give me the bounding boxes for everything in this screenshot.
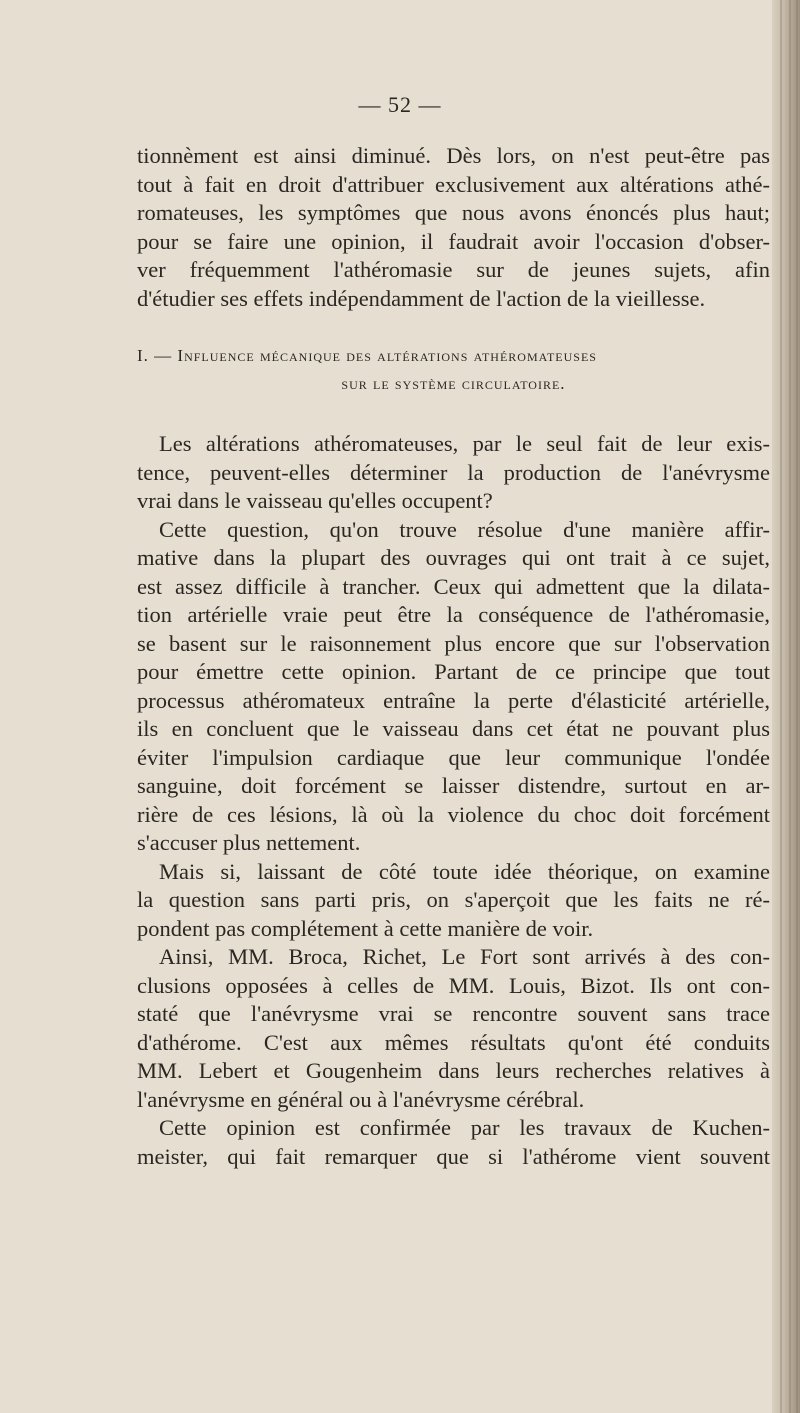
page-edge: [772, 0, 800, 1413]
paragraph-intro: [137, 142, 770, 313]
text-line: tionnèment est ainsi diminué. Dès lors, on n'est peut-être pas: [137, 143, 770, 168]
text-line: staté que l'anévrysme vrai se rencontre souvent sans trace: [137, 1001, 770, 1026]
text-line: meister, qui fait remarquer que si l'athérome vient souvent: [137, 1143, 770, 1169]
text-line: Les altérations athéromateuses, par le seul fait de leur exis-: [159, 431, 770, 456]
text-line: d'étudier ses effets indépendamment de l'action de la vieillesse.: [137, 285, 706, 311]
text-line: pondent pas complétement à cette manière de voir.: [137, 915, 594, 941]
text-line: est assez difficile à trancher. Ceux qui admettent que la dilata-: [137, 573, 770, 599]
text-line: MM. Lebert et Gougenheim dans leurs recherches relatives à: [137, 1058, 770, 1083]
text-line: la question sans parti pris, on s'aperçoit que les faits ne ré-: [137, 887, 770, 912]
text-line: s'accuser plus nettement.: [137, 830, 361, 855]
text-line: Cette opinion est confirmée par les travaux de Kuchen-: [159, 1115, 770, 1140]
section-body: [137, 430, 770, 1171]
text-line: ils en concluent que le vaisseau dans cet état ne pouvant plus: [137, 716, 770, 741]
text-line: éviter l'impulsion cardiaque que leur communique l'ondée: [137, 744, 770, 770]
text-line: romateuses, les symptômes que nous avons énoncés plus haut;: [137, 200, 770, 225]
text-line: pour émettre cette opinion. Partant de ce principe que tout: [137, 659, 770, 684]
text-line: vrai dans le vaisseau qu'elles occupent?: [137, 488, 493, 513]
text-line: tion artérielle vraie peut être la conséquence de l'athéromasie,: [137, 602, 770, 627]
text-line: rière de ces lésions, là où la violence du choc doit forcément: [137, 801, 770, 827]
text-line: processus athéromateux entraîne la perte d'élasticité artérielle,: [137, 687, 770, 713]
text-line: d'athérome. C'est aux mêmes résultats qu'ont été conduits: [137, 1029, 770, 1055]
text-line: clusions opposées à celles de MM. Louis, Bizot. Ils ont con-: [137, 972, 770, 998]
text-line: l'anévrysme en général ou à l'anévrysme cérébral.: [137, 1086, 585, 1112]
text-line: ver fréquemment l'athéromasie sur de jeunes sujets, afin: [137, 257, 770, 282]
text-line: mative dans la plupart des ouvrages qui ont trait à ce sujet,: [137, 545, 770, 570]
page-number: — 52 —: [358, 92, 442, 117]
text-line: Ainsi, MM. Broca, Richet, Le Fort sont arrivés à des con-: [159, 944, 770, 969]
text-line: Mais si, laissant de côté toute idée théorique, on examine: [159, 858, 770, 884]
text-line: pour se faire une opinion, il faudrait avoir l'occasion d'obser-: [137, 228, 770, 254]
text-line: Cette question, qu'on trouve résolue d'une manière affir-: [159, 516, 770, 542]
text-line: sanguine, doit forcément se laisser distendre, surtout en ar-: [137, 773, 770, 798]
text-line: tout à fait en droit d'attribuer exclusivement aux altérations athé-: [137, 171, 770, 197]
section-heading-line-2: sur le système circulatoire.: [341, 374, 566, 393]
section-heading: [137, 341, 770, 397]
text-line: se basent sur le raisonnement plus encore que sur l'observation: [137, 630, 770, 656]
text-line: tence, peuvent-elles déterminer la production de l'anévrysme: [137, 459, 770, 485]
section-heading-line-1: I. — Influence mécanique des altérations athéromateuses: [137, 346, 597, 365]
